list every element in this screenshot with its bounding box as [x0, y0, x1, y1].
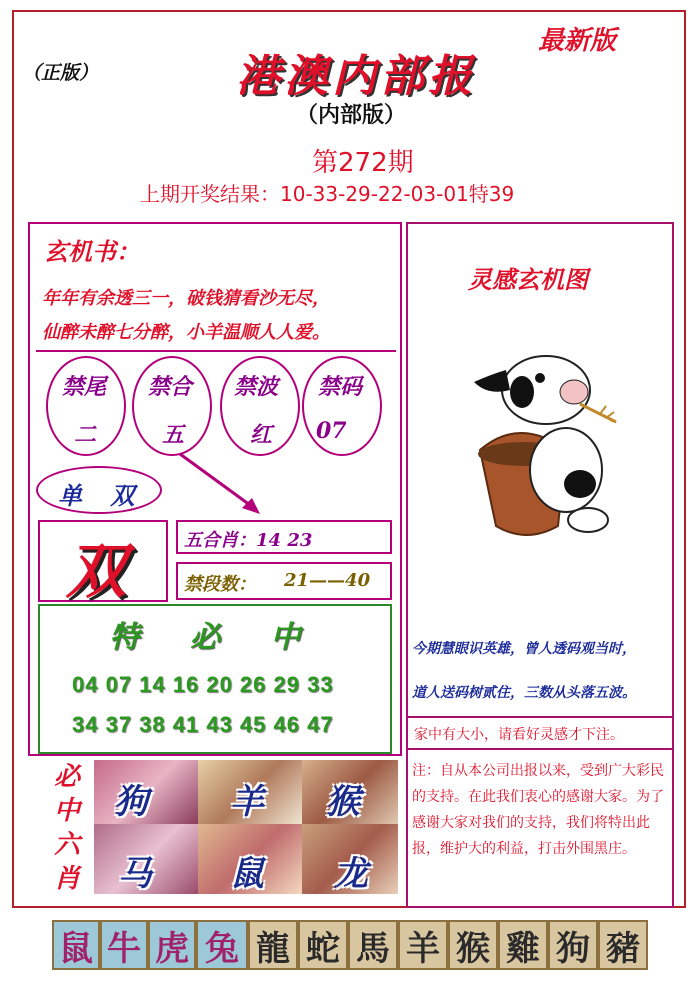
zodiac-cell: 虎: [148, 920, 196, 970]
five-he: 五合肖：14 23: [184, 530, 313, 551]
zodiac-cell: 馬: [348, 920, 398, 970]
six-zodiac-char: 中: [53, 796, 80, 826]
zodiac-cell: 牛: [100, 920, 148, 970]
six-zodiac-side: [50, 760, 84, 896]
special-numbers-row-1: 04 07 14 16 20 26 29 33: [72, 672, 334, 697]
zodiac-cell: 豬: [598, 920, 648, 970]
arrow-icon: [176, 450, 266, 520]
zodiac-dragon: 龙: [334, 854, 368, 894]
zodiac-monkey: 猴: [326, 782, 360, 822]
notice-text: 注：自从本公司出报以来，受到广大彩民的支持。在此我们衷心的感谢大家。为了感谢大家对我们的支持，我们将特出此报，维护大的利益，打击外围黑庄。: [412, 763, 664, 857]
zodiac-goat: 羊: [230, 782, 264, 822]
page-subtitle: （内部版）: [296, 102, 407, 128]
zodiac-cell: 雞: [498, 920, 548, 970]
zodiac-cell: 蛇: [298, 920, 348, 970]
edition-left: （正版）: [22, 62, 99, 84]
zodiac-dog: 狗: [114, 782, 148, 822]
edition-right: 最新版: [538, 26, 617, 56]
range-label: 禁段数：: [184, 574, 256, 595]
range-value: 21——40: [284, 570, 371, 591]
special-numbers-row-2: 34 37 38 41 43 45 46 47: [72, 712, 334, 737]
zodiac-cell: 龍: [248, 920, 298, 970]
zodiac-horse: 马: [118, 854, 152, 894]
zodiac-cell: 狗: [548, 920, 598, 970]
tip-value: 五: [162, 422, 185, 448]
zodiac-cell: 鼠: [52, 920, 100, 970]
riddle-line-1: 年年有余透三一，破钱猜看沙无尽，: [42, 288, 330, 309]
last-result: 上期开奖结果：10-33-29-22-03-01特39: [140, 182, 515, 206]
verse-line-1: 今期慧眼识英雄，曾人透码观当时，: [412, 641, 636, 657]
right-divider: [408, 748, 672, 750]
verse-line-2: 道人送码树贰住，三数从头落五波。: [412, 685, 636, 701]
zodiac-cell: 兔: [196, 920, 248, 970]
six-zodiac-char: 必: [53, 762, 80, 792]
zodiac-rat: 鼠: [230, 854, 264, 894]
tip-value: 07: [316, 418, 347, 444]
single-double-label: 单 双: [58, 481, 145, 510]
six-zodiac-char: 肖: [53, 864, 80, 894]
riddle-label: 玄机书：: [44, 237, 140, 266]
page-title: 港澳内部报: [236, 51, 476, 102]
six-zodiac-char: 六: [53, 830, 80, 860]
tip-label: 禁波: [234, 374, 279, 400]
tip-label: 禁合: [148, 374, 193, 400]
issue-number: 第272期: [312, 148, 414, 178]
tip-label: 禁码: [318, 374, 363, 400]
right-divider: [408, 716, 672, 718]
bet-note: 家中有大小，请看好灵感才下注。: [414, 727, 624, 743]
panel-divider: [36, 350, 396, 352]
tip-value: 红: [250, 422, 273, 448]
zodiac-cell: 羊: [398, 920, 448, 970]
big-double: 双: [66, 537, 126, 607]
tip-label: 禁尾: [62, 374, 107, 400]
inspiration-title: 灵感玄机图: [468, 265, 588, 294]
cow-illustration: [440, 330, 640, 550]
zodiac-cell: 猴: [448, 920, 498, 970]
special-title: 特 必 中: [109, 620, 321, 655]
tip-value: 二: [74, 422, 97, 448]
riddle-line-2: 仙醉未醉七分醉，小羊温顺人人爱。: [42, 322, 330, 343]
